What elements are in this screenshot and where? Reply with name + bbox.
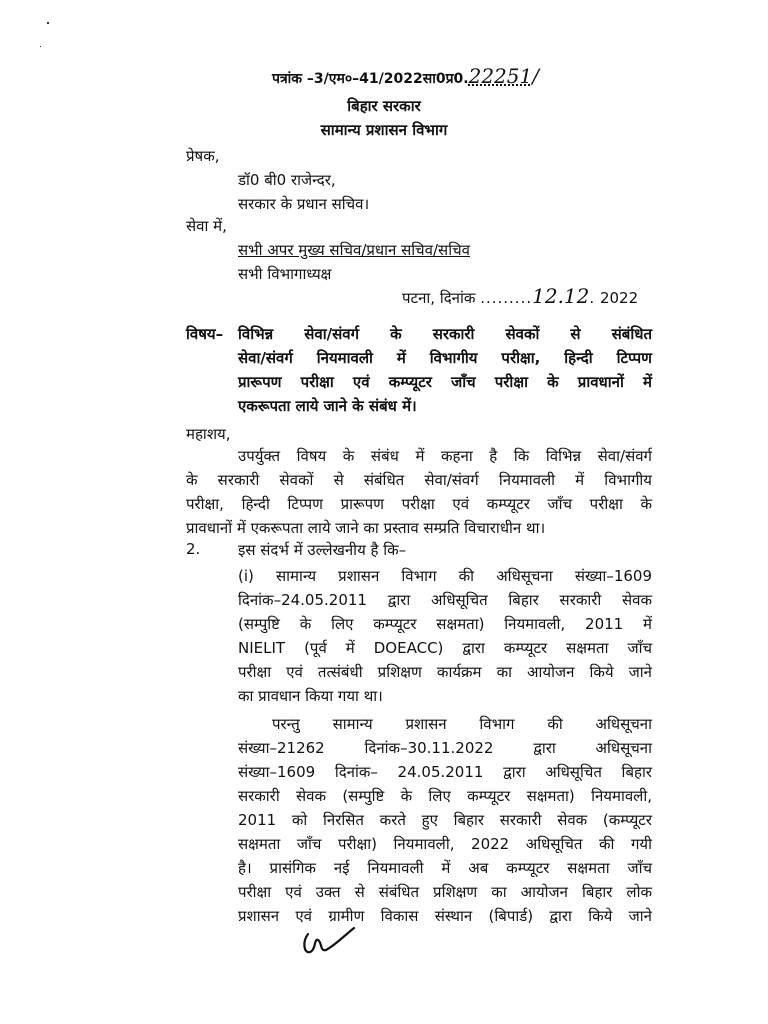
subject-line: विभिन्न सेवा/संवर्ग के सरकारी सेवकों से संबंधित [238, 325, 652, 343]
letter-date [402, 284, 638, 308]
subject-label: विषय– [186, 325, 224, 343]
continuation-line: सक्षमता जाँच परीक्षा) नियमावली, 2022 अधिसूचित की गयी [238, 835, 652, 853]
sender-name: डॉ0 बी0 राजेन्दर, [238, 171, 336, 189]
continuation-line: है। प्रासंगिक नई नियमावली में अब कम्प्यूटर सक्षमता जाँच [238, 859, 652, 877]
recipient-line-2: सभी विभागाध्यक्ष [238, 265, 332, 283]
paragraph-1-line: प्रावधानों में एकरूपता लाये जाने का प्रस्ताव सम्प्रति विचाराधीन था। [186, 519, 546, 537]
scan-speck [40, 46, 41, 47]
item-i-line: NIELIT (पूर्व में DOEACC) द्वारा कम्प्यूटर सक्षमता जाँच [238, 639, 652, 657]
paragraph-1-line: उपर्युक्त विषय के संबंध में कहना है कि विभिन्न सेवा/संवर्ग [238, 447, 652, 465]
government-name: बिहार सरकार [347, 97, 421, 115]
continuation-line: प्रशासन एवं ग्रामीण विकास संस्थान (बिपार्ड) द्वारा किये जाने [238, 907, 652, 925]
subject-line: एकरूपता लाये जाने के संबंध में। [238, 397, 417, 415]
department-name: सामान्य प्रशासन विभाग [320, 121, 448, 139]
item-i-line: (सम्पुष्टि के लिए कम्प्यूटर सक्षमता) नियमावली, 2011 में [238, 615, 652, 633]
paragraph-1-line: परीक्षा, हिन्दी टिप्पण प्रारूपण परीक्षा एवं कम्प्यूटर जाँच परीक्षा के [186, 495, 652, 513]
paragraph-2-intro: इस संदर्भ में उल्लेखनीय है कि– [238, 541, 407, 559]
handwritten-date: 12.12 [532, 284, 590, 308]
item-i-line: परीक्षा एवं तत्संबंधी प्रशिक्षण कार्यक्रम का आयोजन किये जाने [238, 663, 652, 681]
continuation-line: संख्या–1609 दिनांक– 24.05.2011 द्वारा अधिसूचित बिहार [238, 763, 652, 781]
continuation-line: परीक्षा एवं उक्त से संबंधित प्रशिक्षण का आयोजन बिहार लोक [238, 883, 652, 901]
date-dots: . [589, 289, 596, 307]
recipient-label: सेवा में, [186, 217, 227, 235]
recipient-line-1: सभी अपर मुख्य सचिव/प्रधान सचिव/सचिव [238, 241, 470, 259]
continuation-line: संख्या–21262 दिनांक–30.11.2022 द्वारा अधिसूचना [238, 739, 652, 757]
reference-suffix: / [532, 64, 539, 88]
scan-speck [47, 22, 49, 24]
reference-prefix: पत्रांक –3/एम०–41/2022सा0प्र0. [272, 71, 469, 87]
item-i-line: दिनांक–24.05.2011 द्वारा अधिसूचित बिहार सरकारी सेवक [238, 591, 653, 609]
item-i-line: का प्रावधान किया गया था। [238, 687, 383, 705]
handwritten-initials-signature [300, 922, 360, 962]
item-i-line: (i) सामान्य प्रशासन विभाग की अधिसूचना संख्या–1609 [238, 567, 652, 585]
date-year: 2022 [599, 289, 639, 307]
sender-label: प्रेषक, [186, 147, 220, 165]
salutation: महाशय, [186, 425, 231, 443]
paragraph-1-line: के सरकारी सेवकों से संबंधित सेवा/संवर्ग नियमावली में विभागीय [186, 471, 652, 489]
continuation-line: 2011 को निरसित करते हुए बिहार सरकारी सेवक (कम्प्यूटर [238, 811, 652, 829]
date-prefix: पटना, दिनांक [402, 289, 476, 307]
date-dots: ......... [480, 289, 533, 307]
paragraph-2-number: 2. [186, 540, 201, 558]
reference-number [272, 64, 539, 88]
continuation-line: परन्तु सामान्य प्रशासन विभाग की अधिसूचना [272, 715, 652, 733]
handwritten-dispatch-number: 22251 [468, 64, 533, 88]
continuation-line: सरकारी सेवक (सम्पुष्टि के लिए कम्प्यूटर सक्षमता) नियमावली, [238, 787, 652, 805]
sender-designation: सरकार के प्रधान सचिव। [238, 195, 370, 213]
subject-line: प्रारूपण परीक्षा एवं कम्प्यूटर जाँच परीक्षा के प्रावधानों में [238, 373, 652, 391]
subject-line: सेवा/संवर्ग नियमावली में विभागीय परीक्षा, हिन्दी टिप्पण [238, 349, 652, 367]
